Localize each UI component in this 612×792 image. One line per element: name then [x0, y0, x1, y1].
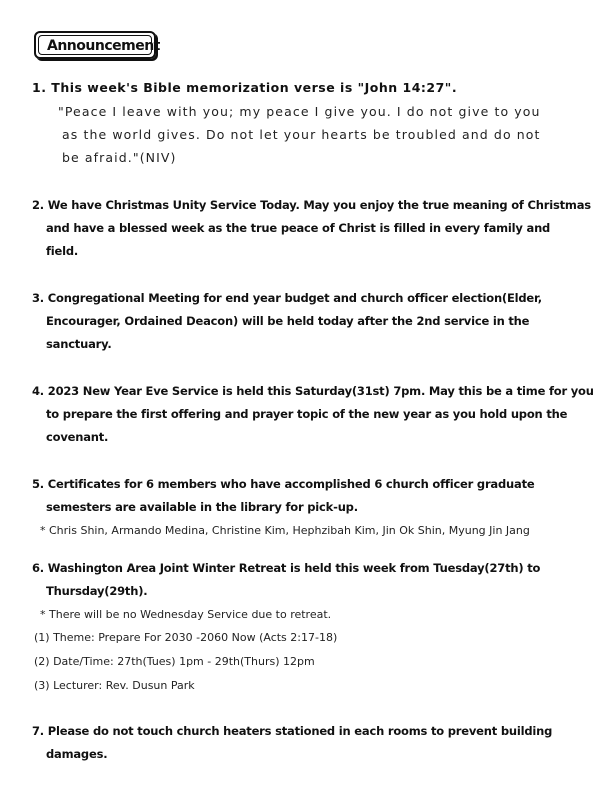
item6-detail-datetime: (2) Date/Time: 27th(Tues) 1pm - 29th(Thurs) 12pm [34, 655, 315, 668]
item1-quote-line: as the world gives. Do not let your hearts be troubled and do not [62, 127, 541, 142]
item6-line: 6. Washington Area Joint Winter Retreat is held this week from Tuesday(27th) to [32, 561, 541, 575]
item1-quote-line: be afraid."(NIV) [62, 150, 177, 165]
announcement-title-box [34, 31, 160, 59]
item2-line: and have a blessed week as the true peace of Christ is filled in every family and [46, 221, 551, 235]
item1-quote-line: "Peace I leave with you; my peace I give you. I do not give to you [58, 104, 541, 119]
item1-heading: 1. This week's Bible memorization verse is "John 14:27". [32, 80, 458, 95]
item5-line: semesters are available in the library for pick-up. [46, 500, 358, 514]
page-title: Announcement [38, 35, 152, 55]
item6-detail-theme: (1) Theme: Prepare For 2030 -2060 Now (Acts 2:17-18) [34, 631, 338, 644]
item7-line: damages. [46, 747, 108, 761]
item4-line: to prepare the first offering and prayer topic of the new year as you hold upon the [46, 407, 568, 421]
item5-member-names: * Chris Shin, Armando Medina, Christine Kim, Hephzibah Kim, Jin Ok Shin, Myung Jin Jang [40, 524, 530, 537]
item4-line: 4. 2023 New Year Eve Service is held this Saturday(31st) 7pm. May this be a time for you [32, 384, 594, 398]
item3-line: Encourager, Ordained Deacon) will be held today after the 2nd service in the [46, 314, 530, 328]
item3-line: 3. Congregational Meeting for end year budget and church officer election(Elder, [32, 291, 542, 305]
item6-line: Thursday(29th). [46, 584, 148, 598]
item5-line: 5. Certificates for 6 members who have accomplished 6 church officer graduate [32, 477, 535, 491]
item4-line: covenant. [46, 430, 109, 444]
item3-line: sanctuary. [46, 337, 112, 351]
item7-line: 7. Please do not touch church heaters stationed in each rooms to prevent building [32, 724, 553, 738]
item2-line: 2. We have Christmas Unity Service Today. May you enjoy the true meaning of Christmas [32, 198, 591, 212]
item6-note: * There will be no Wednesday Service due to retreat. [40, 608, 332, 621]
item2-line: field. [46, 244, 79, 258]
item6-detail-lecturer: (3) Lecturer: Rev. Dusun Park [34, 679, 195, 692]
